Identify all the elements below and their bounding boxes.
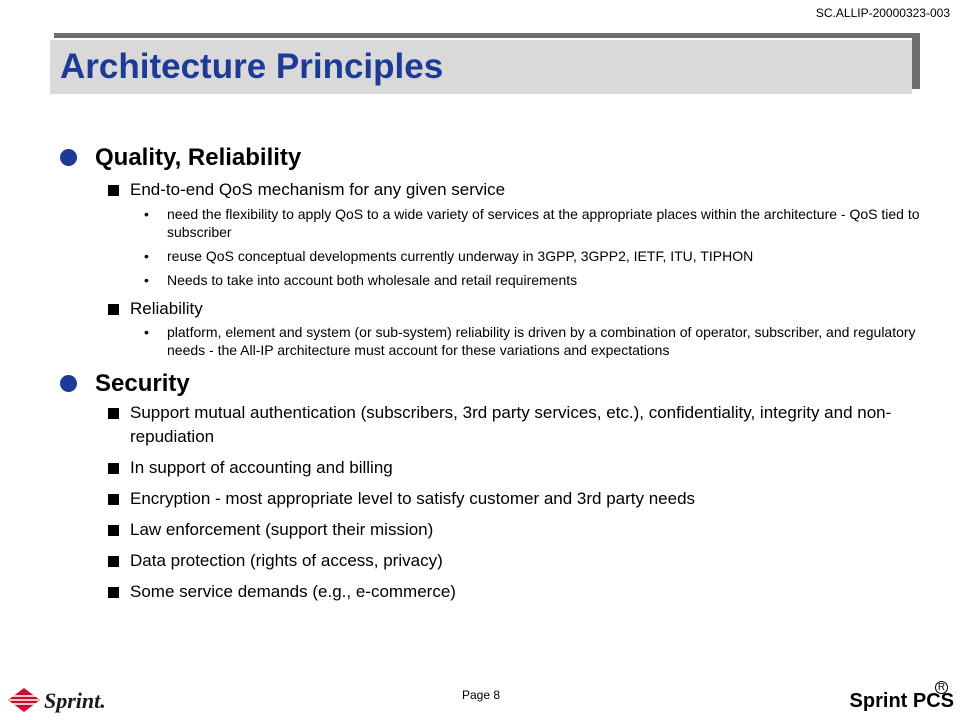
sub-list-item: • platform, element and system (or sub-system) reliability is driven by a combination of operator, subscriber, and regulatory needs - the All-IP architecture must account for these variations and expectations	[144, 324, 916, 358]
square-bullet-icon	[108, 463, 119, 474]
list-item: Support mutual authentication (subscribers, 3rd party services, etc.), confidentiality, integrity and non-repudiation	[60, 401, 940, 449]
sub-list-item: • reuse QoS conceptual developments currently underway in 3GPP, 3GPP2, IETF, ITU, TIPHON	[144, 248, 754, 264]
bullet-icon: •	[144, 324, 149, 340]
list-item: Some service demands (e.g., e-commerce)	[60, 580, 940, 604]
round-bullet-icon	[60, 149, 77, 166]
page-number: Page 8	[462, 688, 501, 702]
bullet-icon: •	[144, 248, 149, 264]
square-bullet-icon	[108, 408, 119, 419]
list-item: In support of accounting and billing	[60, 456, 940, 480]
square-bullet-icon	[108, 525, 119, 536]
square-bullet-icon	[108, 494, 119, 505]
page-title: Architecture Principles	[60, 47, 444, 86]
list-item: Encryption - most appropriate level to satisfy customer and 3rd party needs	[60, 487, 940, 511]
svg-text:Sprint.: Sprint.	[44, 688, 106, 713]
bullet-icon: •	[144, 272, 149, 288]
square-bullet-icon	[108, 587, 119, 598]
list-item: Data protection (rights of access, privacy)	[60, 549, 940, 573]
content	[60, 143, 940, 604]
square-bullet-icon	[108, 304, 119, 315]
square-bullet-icon	[108, 556, 119, 567]
section-heading: Security	[60, 369, 940, 399]
sub-list-item: • need the flexibility to apply QoS to a wide variety of services at the appropriate places within the architecture - QoS tied to subscriber	[144, 206, 920, 240]
list-item: Reliability	[60, 297, 940, 321]
section-heading: Quality, Reliability	[60, 143, 940, 173]
round-bullet-icon	[60, 375, 77, 392]
square-bullet-icon	[108, 185, 119, 196]
footer-brand: Sprint PCS	[849, 690, 954, 712]
title-box	[48, 38, 912, 94]
document-id: SC.ALLIP-20000323-003	[815, 6, 950, 20]
list-item: Law enforcement (support their mission)	[60, 518, 940, 542]
sprint-logo	[6, 684, 136, 716]
registered-mark: R	[935, 681, 948, 694]
sub-list-item: • Needs to take into account both wholesale and retail requirements	[144, 272, 578, 288]
bullet-icon: •	[144, 206, 149, 222]
list-item: End-to-end QoS mechanism for any given service	[60, 178, 940, 202]
